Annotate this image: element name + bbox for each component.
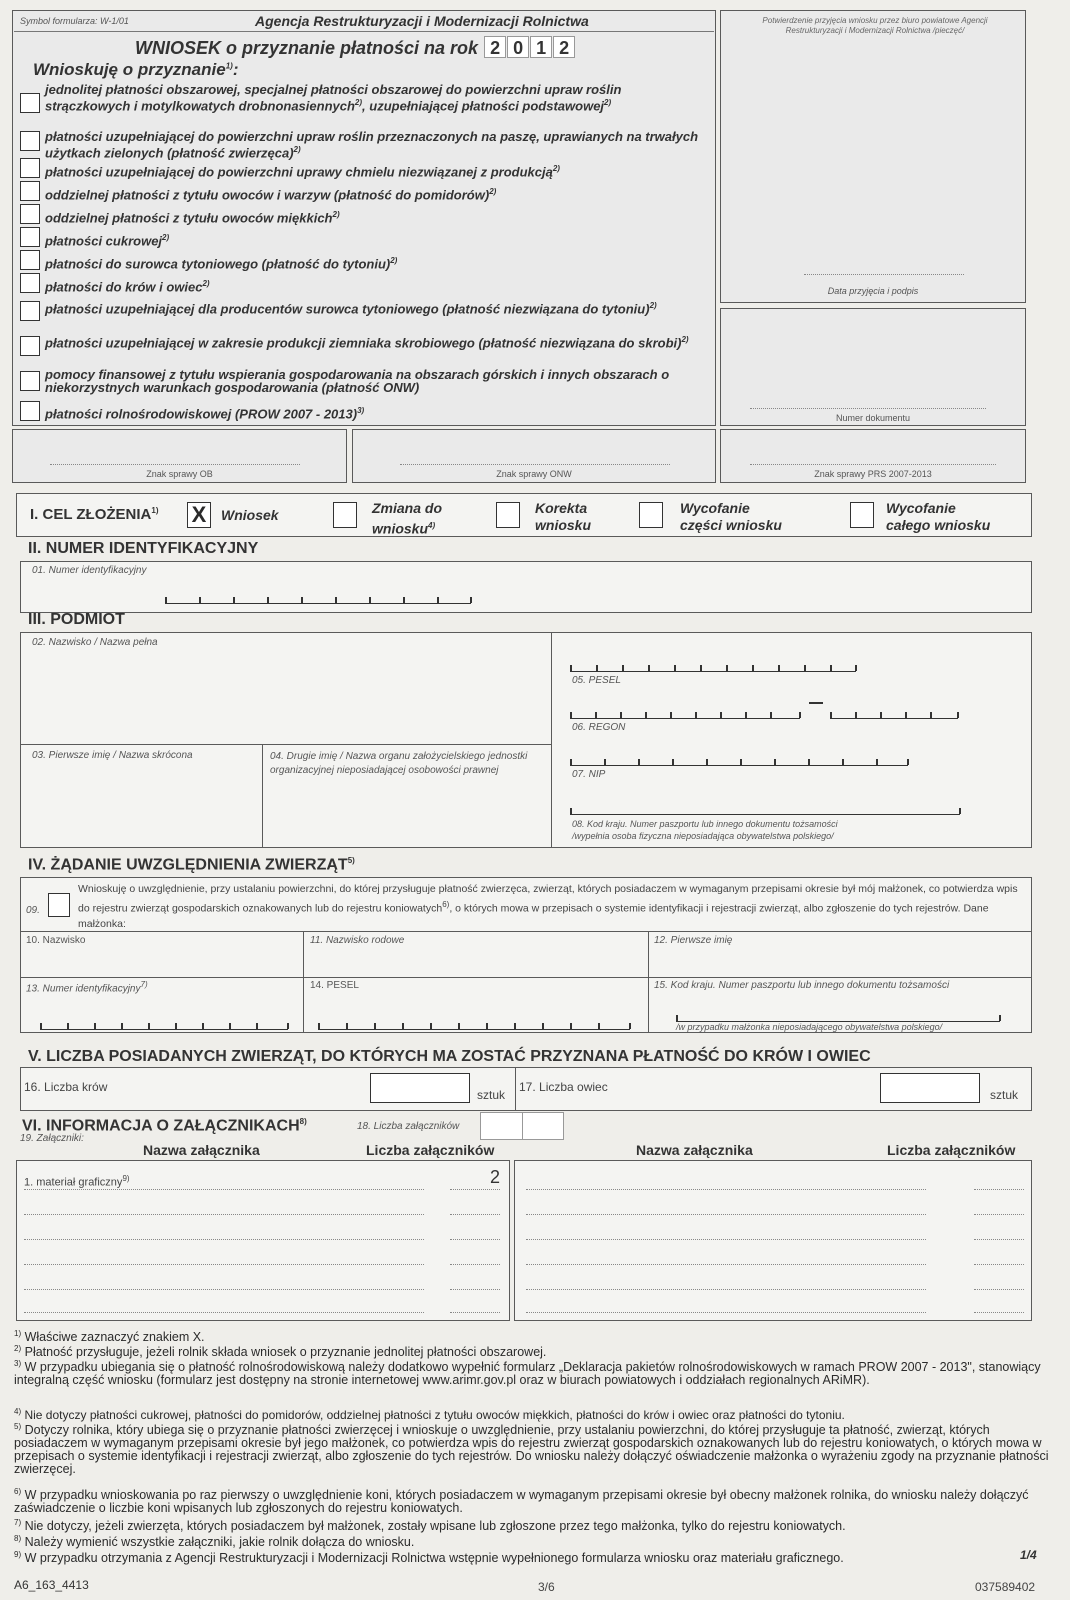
payment-option-11: pomocy finansowej z tytułu wspierania gospodarowania na obszarach górskich i innych obszarach o niekorzystnych warunkach gospodarowania (płatność ONW) [45,367,670,395]
payment-option-5: oddzielnej płatności z tytułu owoców miękkich$^{2)}$ [45,210,340,226]
payment-checkbox-2[interactable] [20,131,40,151]
agency-name: Agencja Restrukturyzacji i Modernizacji Rolnictwa [255,13,589,29]
attachment-row-1-count[interactable]: 2 [490,1167,501,1187]
field-04-label: 04. Drugie imię / Nazwa organu założycielskiego jednostki organizacyjnej nieposiadającej osobowości prawnej [270,751,528,776]
attachments-list-label: 19. Załączniki: [20,1133,84,1144]
form-symbol: Symbol formularza: W-1/01 [20,16,129,26]
section-count-title: V. LICZBA POSIADANYCH ZWIERZĄT, DO KTÓRYCH MA ZOSTAĆ PRZYZNANA PŁATNOŚĆ DO KRÓW I OWIEC [28,1048,871,1065]
sheep-input[interactable] [880,1073,980,1103]
purpose-correction-label: Korekta wniosku [535,500,592,533]
cows-unit: sztuk [477,1088,506,1102]
field-15-note: /w przypadku małżonka nieposiadającego obywatelstwa polskiego/ [676,1022,943,1032]
nip-ticks[interactable] [570,758,908,766]
purpose-correction-checkbox[interactable] [496,502,520,528]
field-03-label: 03. Pierwsze imię / Nazwa skrócona [32,750,193,761]
footnote-6: $^{6)}$ W przypadku wnioskowania po raz pierwszy o uwzględnienie koni, których posiadaczem w wymaganym przepisami okresie był obecny małżonek rolnika, do wniosku należy dołączyć zaświadczenie o liczbie koni wpisanych lub zgłoszonych do rejestru koniowatych. [14,1487,1029,1516]
confirmation-panel [720,10,1026,303]
field-10-label: 10. Nazwisko [26,935,86,946]
form-title: WNIOSEK o przyznanie płatności na rok 2 0 1 2 [135,36,575,59]
section-subject-title: III. PODMIOT [28,611,125,628]
payment-checkbox-6[interactable] [20,227,40,247]
section-purpose-title: I. CEL ZŁOŻENIA$^{1)}$ [30,506,159,523]
payment-option-4: oddzielnej płatności z tytułu owoców i warzyw (płatność do pomidorów)$^{2)}$ [45,187,497,203]
purpose-wniosek-checkbox[interactable]: X [187,502,211,528]
footnote-8: $^{8)}$ Należy wymienić wszystkie załączniki, jakie rolnik dołącza do wniosku. [14,1534,415,1550]
purpose-partial-withdrawal-checkbox[interactable] [639,502,663,528]
request-label: Wnioskuję o przyznanie$^{1)}$: [33,60,239,79]
payment-checkbox-1[interactable] [20,93,40,113]
case-sign-prs-label: Znak sprawy PRS 2007-2013 [814,469,932,479]
id-number-ticks[interactable] [165,596,471,604]
footer-barcode-number: 037589402 [975,1580,1036,1594]
field-11-label: 11. Nazwisko rodowe [310,935,405,946]
case-sign-onw-label: Znak sprawy ONW [496,469,572,479]
attachments-right-table [514,1160,1032,1321]
attachment-row-1-name[interactable]: 1. materiał graficzny$^{9)}$ [24,1174,130,1189]
passport-field[interactable] [570,807,960,815]
payment-option-3: płatności uzupełniającej do powierzchni uprawy chmielu niezwiązanej z produkcją$^{2)}$ [45,164,560,180]
regon-label: 06. REGON [572,722,626,733]
sheep-label: 17. Liczba owiec [519,1080,608,1094]
payment-option-10: płatności uzupełniającej w zakresie produkcji ziemniaka skrobiowego (płatność niezwiązana do skrobi)$^{2)}$ [45,335,689,351]
pesel-ticks[interactable] [570,664,856,672]
payment-option-2: płatności uzupełniającej do powierzchni upraw roślin przeznaczonych na paszę, uprawianych na trwałych użytkach zielonych (płatność zwierzęca)$^{2)}$ [45,129,699,161]
attachments-count-label: 18. Liczba załączników [357,1121,460,1132]
passport-label: 08. Kod kraju. Numer paszportu lub innego dokumentu tożsamości /wypełnia osoba fizyczna nieposiadająca obywatelstwa polskiego/ [572,819,838,841]
cows-input[interactable] [370,1073,470,1103]
footnote-2: $^{2)}$ Płatność przysługuje, jeżeli rolnik składa wniosek o przyznanie jednolitej płatności obszarowej. [14,1344,547,1360]
payment-option-12: płatności rolnośrodowiskowej (PROW 2007 - 2013)$^{3)}$ [45,406,365,422]
section-id-title: II. NUMER IDENTYFIKACYJNY [28,540,259,557]
section-purpose [16,493,1032,537]
payment-checkbox-8[interactable] [20,273,40,293]
field-13-ticks[interactable] [40,1022,288,1030]
cows-label: 16. Liczba krów [24,1080,108,1094]
field-02-input[interactable] [24,652,546,740]
col-name-header-right: Nazwa załącznika [636,1142,753,1158]
date-signature-label: Data przyjęcia i podpis [827,286,919,296]
purpose-change-checkbox[interactable] [333,502,357,528]
col-count-header-left: Liczba załączników [366,1142,495,1158]
case-sign-ob-label: Znak sprawy OB [146,469,213,479]
id-number-label: 01. Numer identyfikacyjny [32,565,147,576]
field-02-label: 02. Nazwisko / Nazwa pełna [32,637,158,648]
field-14-label: 14. PESEL [310,980,359,991]
sheep-unit: sztuk [990,1088,1019,1102]
payment-checkbox-7[interactable] [20,250,40,270]
footnote-3: $^{3)}$ W przypadku ubiegania się o płatność rolnośrodowiskową należy dodatkowo wypełnić formularz „Deklaracja pakietów rolnośrodowiskowych w ramach PROW 2007 - 2013", stanowiący integralną część wniosku (formularz jest dostępny na stronie internetowej www.arimr.gov.pl oraz w biurach powiatowych i oddziałach regionalnych ARiMR). [14,1359,1041,1388]
year-digit[interactable]: 2 [553,36,575,58]
document-number-label: Numer dokumentu [835,413,911,423]
purpose-full-withdrawal-checkbox[interactable] [850,502,874,528]
purpose-change-label: Zmiana do wniosku$^{4)}$ [372,500,443,537]
footnote-9: $^{9)}$ W przypadku otrzymania z Agencji Restrukturyzacji i Modernizacji Rolnictwa wstępnie wypełnionego formularza wniosku oraz materiału graficznego. [14,1550,844,1566]
payment-checkbox-4[interactable] [20,181,40,201]
field-03-input[interactable] [24,768,258,844]
payment-option-7: płatności do surowca tytoniowego (płatność do tytoniu)$^{2)}$ [45,256,398,272]
field-13-label: 13. Numer identyfikacyjny$^{7)}$ [26,980,148,995]
field-12-label: 12. Pierwsze imię [654,935,733,946]
payment-checkbox-3[interactable] [20,158,40,178]
payment-option-6: płatności cukrowej$^{2)}$ [45,233,170,249]
payment-option-9: płatności uzupełniającej dla producentów surowca tytoniowego (płatność niezwiązana do tytoniu)$^{2)}$ [45,301,657,317]
regon-ext-ticks[interactable] [830,711,958,719]
payment-checkbox-12[interactable] [20,401,40,421]
year-digit[interactable]: 1 [530,36,552,58]
confirmation-title: Potwierdzenie przyjęcia wniosku przez biuro powiatowe Agencji Restrukturyzacji i Modernizacji Rolnictwa /pieczęć/ [762,16,988,35]
payment-checkbox-5[interactable] [20,204,40,224]
purpose-wniosek-label: Wniosek [221,507,279,523]
footnote-7: $^{7)}$ Nie dotyczy, jeżeli zwierzęta, których posiadaczem był małżonek, zostały wpisane lub zgłoszone przez tego małżonka, tylko do rejestru koniowatych. [14,1518,846,1534]
payment-checkbox-11[interactable] [20,371,40,391]
field-09-num: 09. [26,905,40,916]
field-15-label: 15. Kod kraju. Numer paszportu lub innego dokumentu tożsamości [654,980,950,991]
purpose-full-withdrawal-label: Wycofanie całego wniosku [886,500,991,533]
field-09-text: Wnioskuję o uwzględnienie, przy ustalaniu powierzchni, do której przysługuje płatność zwierzęca, zwierząt, których posiadaczem w wymaganym przepisami okresie był mój małżonek, co potwierdza wpis do rejestru zwierząt gospodarskich oznakowanych lub do rejestru koniowatych$^{6)}$, o których mowa w przepisach o systemie identyfikacji i rejestracji zwierząt, albo zgłoszenie do tych rejestrów. Dane małżonka: [78,883,1018,930]
field-14-ticks[interactable] [318,1022,630,1030]
footnote-5: $^{5)}$ Dotyczy rolnika, który ubiega się o przyznanie płatności zwierzęcej i wnioskuje o uwzględnienie, przy ustalaniu powierzchni, do której przysługuje ta płatność, zwierząt, których posiadaczem w wymaganym przepisami okresie był jego małżonek, co potwierdza wpis do rejestru zwierząt gospodarskich oznakowanych lub do rejestru koniowatych, o których mowa w przepisach o systemie identyfikacji i rejestracji zwierząt, albo zgłoszenie do tych rejestrów. Do wniosku należy dołączyć oświadczenie małżonka o wyrażeniu zgody na przyznanie płatności zwierzęcej. [14,1422,1049,1477]
footer-form-code: A6_163_4413 [14,1578,89,1592]
year-digit[interactable]: 0 [507,36,529,58]
payment-option-1: jednolitej płatności obszarowej, specjalnej płatności obszarowej do powierzchni upraw roślin strączkowych i motylkowatych drobnonasiennych$^{2)}$, uzupełniającej płatności podstawowej$^{2)}$ [45,82,622,114]
field-09-checkbox[interactable] [48,893,70,917]
footnote-1: $^{1)}$ Właściwe zaznaczyć znakiem X. [14,1329,205,1345]
purpose-partial-withdrawal-label: Wycofanie części wniosku [680,500,782,533]
section-attachments-title: VI. INFORMACJA O ZAŁĄCZNIKACH$^{8)}$ [22,1117,307,1135]
year-digit[interactable]: 2 [484,36,506,58]
id-number-box[interactable] [20,561,1032,613]
footer-page-number: 3/6 [538,1580,555,1594]
field-15-field[interactable] [676,1014,1000,1022]
regon-ticks[interactable] [570,711,800,719]
section-animals-title: IV. ŻĄDANIE UWZGLĘDNIENIA ZWIERZĄT$^{5)}$ [28,856,355,874]
payment-checkbox-10[interactable] [20,336,40,356]
nip-label: 07. NIP [572,769,606,780]
pesel-label: 05. PESEL [572,675,621,686]
payment-option-8: płatności do krów i owiec$^{2)}$ [45,279,210,295]
col-name-header-left: Nazwa załącznika [143,1142,260,1158]
page-marker: 1/4 [1020,1548,1037,1562]
payment-checkbox-9[interactable] [20,301,40,321]
footnote-4: $^{4)}$ Nie dotyczy płatności cukrowej, płatności do pomidorów, oddzielnej płatności z tytułu owoców miękkich, płatności do krów i owiec oraz płatności do tytoniu. [14,1407,845,1422]
col-count-header-right: Liczba załączników [887,1142,1016,1158]
